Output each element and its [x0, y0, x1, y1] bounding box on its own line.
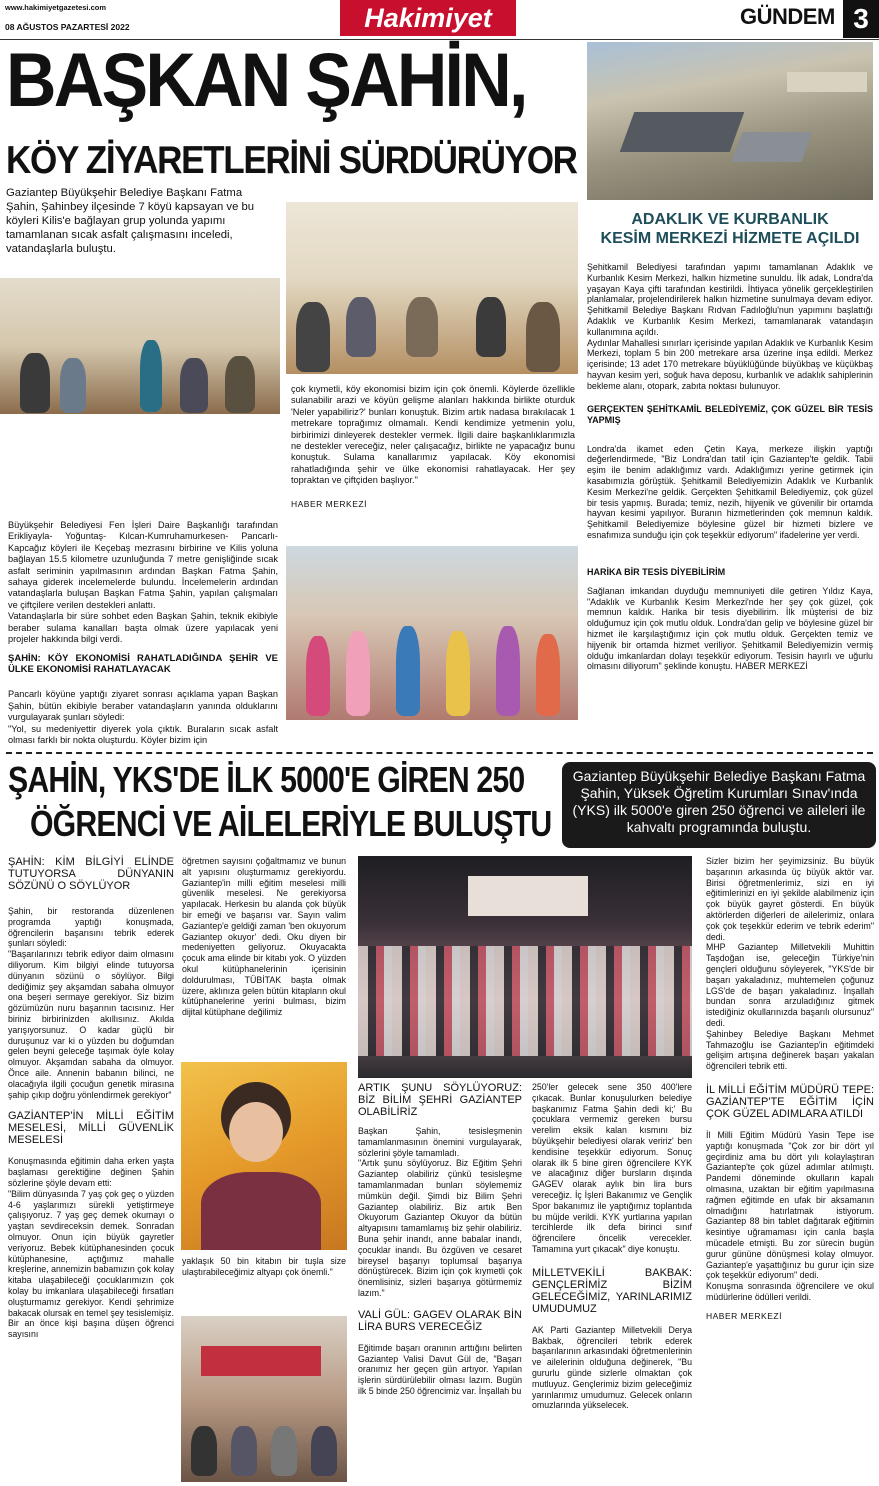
article2-heading [587, 210, 873, 248]
village-meeting-photo [0, 278, 280, 414]
article1-subhead: ŞAHİN: KÖY EKONOMİSİ RAHATLADIĞINDA ŞEHİR VE ÜLKE EKONOMİSİ RAHATLAYACAK [8, 653, 278, 676]
article2-paragraph: Aydınlar Mahallesi sınırları içerisinde yapılan Adaklık ve Kurbanlık Kesim Merkezi, toplam 5 bin 200 metrekare arsa üzerine inşa edildi. Merkez içerisinde; 13 adet 170 metrekare büyüklüğünde büyükbaş ve küçükbaş hayvan kesim yeri, soğuk hava deposu, kurbanlık ve adaklık sahiplerinin bekleme alanı, otopark, zabıta noktası bulunuyor. [587, 337, 873, 391]
article3-subhead: VALİ GÜL: GAGEV OLARAK BİN LİRA BURS VERECEĞİZ [358, 1308, 522, 1333]
article1-paragraph: çok kıymetli, köy ekonomisi bizim için çok önemli. Köylerde özellikle sulanabilir arazi ve köyün gelişme alanları hakkında birlikte oturduk 'Neler yapabiliriz?' bunları konuştuk. Bizim artık nadasa bırakılacak 1 metrekare toprağımız olmamalı. Kendi kendimize yetmenin yolu, birbirimizi dinleyerek destekler vermek. İlgili daire başkanlıklarımızla ne destekler vereceğiz, neler çalışacağız, birlikte ne yapacağız bunu konuştuk. Sulama kanallarımız yapılacak. Köy ekonomisi rahatladığında şehir ve ülke ekonomisi rahatlayacak. Her şey topraktan ve çiftçiden başlıyor." [291, 384, 575, 486]
article3-col3 [358, 1082, 522, 1397]
article3-paragraph: MHP Gaziantep Milletvekili Muhittin Taşdoğan ise, geleceğin Türkiye'nin gençleri olduğunu söyleyerek, "YKS'de bir başarı yakaladınız, muhtemelen çoğunuz LGS'de de başarı yakaladınız. İnşallah bundan sonra arzuladığınız gitmek istediğiniz okullarınızda başarılı olursunuz" dedi. [706, 942, 874, 1028]
article3-paragraph: "Artık şunu söylüyoruz. Biz Eğitim Şehri Gaziantep olabiliriz çünkü tesisleşme tamamlanmadan bunları söylememiz mümkün değil. Şimdi biz Bilim Şehri Gaziantep olabiliriz. Biz artık Ben Okuyorum Gaziantep Okuyor da bütün altyapısını tamamlamış biz şehir olabiliriz. Buna şehir inandı, anne babalar inandı, çocuklar inandı. Bu özgüven ve cesaret bireysel başarıyı toplumsal başarıya dönüştürecek. Bizim için çok kıymetli çok önemlisiniz, sizleri başarıya götürmemiz lazım." [358, 1158, 522, 1298]
article2-paragraph: Sağlanan imkandan duyduğu memnuniyeti dile getiren Yıldız Kaya, "Adaklık ve Kurbanlık Kesim Merkezi'nde her şey çok güzel, çok memnun kaldık. Harika bir tesis diyebilirim. İlk müşterisi de biz olduğumuz için çok mutlu olduk. Londra'dan gelip ve böylesine güzel bir hizmet ile karşılaştığımız için çok mutlu olduk. Gerçekten temiz ve hijyenik bir ortamda hizmet veriliyor. Şehitkamil Belediyemizin vermiş olduğu imkanlardan dolayı teşekkür ediyorum. Tesisin hayırlı ve uğurlu olmasını diliyorum" şeklinde konuştu. HABER MERKEZİ [587, 585, 873, 672]
article3-col5 [706, 856, 874, 1321]
article3-paragraph: Sizler bizim her şeyimizsiniz. Bu büyük başarının arkasında üç büyük aktör var. Birisi öğretmenlerimiz, sizi en iyi eğitimlerinizi en iyi şekilde alabilmeniz için çok büyük gayret gösterdi. En büyük aktörlerden diğerleri de ailelerimiz, onlara çok çok teşekkür ederim ve tebrik ederim" dedi. [706, 856, 874, 942]
article1-lead: Gaziantep Büyükşehir Belediye Başkanı Fatma Şahin, Şahinbey ilçesinde 7 köyü kapsayan ve bu köyleri Kilis'e bağlayan grup yolunda yapımı tamamlanan sıcak asfalt çalışmasını inceledi, vatandaşlarla buluştu. [6, 187, 255, 255]
masthead [0, 0, 879, 40]
yks-students-group-photo [358, 856, 692, 1078]
article3-headline-1: ŞAHİN, YKS'DE İLK 5000'E GİREN 250 [8, 759, 525, 800]
article3-paragraph: öğretmen sayısını çoğaltmamız ve bunun alt yapısını oluşturmamız gerekiyordu. Gaziantep'in milli eğitim meselesi milli güvenlik meselesi. Ne gerekiyorsa yapılacak. Herkesin bu alanda çok büyük bir emeği ve başarısı var. Sayın valim Gaziantep'e geldiği zaman 'ben okuyorum Gaziantep okuyor' dedi. Oku diyen bir medeniyetten geliyoruz. Okuyacakta çocuk ama elinde bir kitabı yok. O yüzden okul kütüphanelerinin içerisinin doldurulması, TÜBİTAK başta olmak üzere, aklınıza gelen bütün kitapların okul kütüphanelerine yerini bulması, bizim dijital kütüphane değilimiz [182, 856, 346, 1018]
article2-subhead: GERÇEKTEN ŞEHİTKAMİL BELEDİYEMİZ, ÇOK GÜZEL BİR TESİS YAPMIŞ [587, 403, 873, 425]
article3-paragraph: AK Parti Gaziantep Milletvekili Derya Bakbak, öğrencileri tebrik ederek başarılarının arkasındaki öğretmenlerinin ve ailelerinin olduğuna değinerek, "Bu gururlu günde sizlerle olmaktan çok mutluyuz. Gençlerimiz bizim geleceğimiz yarınlarımız umudumuz. Gelecek onların omuzlarında yükselecek. [532, 1324, 692, 1411]
article3-subhead: İL MİLLİ EĞİTİM MÜDÜRÜ TEPE: GAZİANTEP'TE EĞİTİM İÇİN ÇOK GÜZEL ADIMLARA ATILDI [706, 1083, 874, 1120]
article1-paragraph: Pancarlı köyüne yaptığı ziyaret sonrası açıklama yapan Başkan Şahin, bütün ekibiyle beraber vatandaşların yanında olduklarını vurgulayarak şunları söyledi: [8, 689, 278, 723]
section-divider [6, 752, 873, 754]
article3-paragraph: 250'ler gelecek sene 350 400'lere çıkacak. Bunlar konuşulurken belediye başkanımız Fatma Şahin dedi ki;' Bu çocuklara vermemiz gereken bursu verelim eksik kalan kısmını biz büyükşehir belediyesi olarak veririz' ben kendisine teşekkür ediyorum. Sonuç olarak ilk 5 bine giren öğrencilere KYK ve alacağınız diğer bursların dışında GAGEV olarak aylık bin lira burs vereceğiz. İç İşleri Bakanımız ve Gençlik Spor bakanımız ile yaptığımız toplantıda bu müjde verildi. KYK yurtlarına yapılan tercihlerde ilk defa birinci sınıf öğrencilere öncelik verecekler. Tamamına yurt çıkacak" diye konuştu. [532, 1082, 692, 1254]
article3-col2-bottom [182, 1256, 346, 1278]
article3-col1-top [8, 856, 174, 1340]
article3-paragraph: Konuşmasında eğitimin daha erken yaşta başlaması gerektiğine değinen Şahin sözlerine şöyle devam etti: [8, 1156, 174, 1188]
article2-headline-1: ADAKLIK VE KURBANLIK [631, 211, 829, 228]
article3-subhead: MİLLETVEKİLİ BAKBAK: GENÇLERİMİZ BİZİM GELECEĞİMİZ, YARINLARIMIZ UMUDUMUZ [532, 1266, 692, 1315]
article2-paragraph: Şehitkamil Belediyesi tarafından yapımı tamamlanan Adaklık ve Kurbanlık Kesim Merkezi, halkın hizmetine sunuldu. İlk adak, Londra'da yaşayan Kaya çifti tarafından kestirildi. İhtiyaca yönelik gerçekleştirilen planlamalar, projelendirilerek halkın hizmetine sunulmaya devam ediyor. Şehitkamil Belediye Başkanı Rıdvan Fadıloğlu'nun yapımını başlattığı Adaklık ve Kurbanlık Kesim Merkezi, tamamlanarak vatandaşın kullanımına açıldı. [587, 262, 873, 337]
article1-paragraph: "Yol, su medeniyettir diyerek yola çıktık. Buraların sıcak asfalt olması farklı bir nokta oluşturdu. Köyler bizim için [8, 723, 278, 746]
article3-paragraph: Şahinbey Belediye Başkanı Mehmet Tahmazoğlu ise Gaziantep'in eğitimdeki gelişim artışına değinerek başarı yakalan öğrencileri tebrik etti. [706, 1028, 874, 1072]
article2-subhead: HARİKA BİR TESİS DİYEBİLİRİM [587, 566, 726, 577]
section-title: GÜNDEM [740, 4, 835, 29]
students-hall-photo [181, 1316, 347, 1482]
article3-subhead: GAZİANTEP'İN MİLLİ EĞİTİM MESELESİ, MİLLİ GÜVENLİK MESELESİ [8, 1110, 174, 1147]
article3-subhead: ARTIK ŞUNU SÖYLÜYORUZ: BİZ BİLİM ŞEHRİ GAZİANTEP OLABİLİRİZ [358, 1082, 522, 1118]
article3-paragraph: "Başarılarınızı tebrik ediyor daim olmasını diliyorum. Kim bilgiyi elinde tutuyorsa dünyanın sözünü o söylüyor. Bilgi dediğimiz şey akşamdan sabaha olmuyor ona beşeri sermaye gerekiyor. Siz bizim gözümüzün nuru başarının tacısınız. Her biriniz birbirinizden akıllısınız. Akılda yarışıyorsunuz. O kadar güçlü bir duruşunuz var ki o yüzden bu doğumdan gelen beyni geleceğe taşımak öyle kolay olmuyor. Akşamdan sabaha da olmuyor. Önce aile. Annenin babanın bilinci, ne olacağıyla ilgili çocuğun genetik mirasına şahip çıkıp doğru yönlendirmek gerekiyor" [8, 949, 174, 1100]
article2-paragraph: Londra'da ikamet eden Çetin Kaya, merkeze ilişkin yaptığı değerlendirmede, "Biz Londra'dan tatil için Gaziantep'te geldik. Tabii eşim ile benim adaklığımız vardı. Adaklığımızı yerine getirmek için kasabımızla görüştük. Şehitkamil Belediyemizin Adaklık ve Kurbanlık Kesim Merkezi'ne geldik. Gerçekten Şehitkamil Belediyemiz, çok güzel bir tesis yapmış. Burada; temiz, nezih, hijyenik ve güvenilir bir ortamda hayvan kesimi yapılıyor. Buranın hizmetlerinden çok memnun kaldık. Şehitkamil Belediyemize böylesine güzel bir hizmeti bizlere ve esnafımıza sunduğu için çok teşekkür ediyorum" ifadelerine yer verdi. [587, 443, 873, 540]
article1-headline-sub: KÖY ZİYARETLERİNİ SÜRDÜRÜYOR [6, 139, 577, 182]
slaughterhouse-aerial-photo [587, 42, 873, 200]
article3-paragraph: Eğitimde başarı oranının arttığını belirten Gaziantep Valisi Davut Gül de, "Başarı oranımız her geçen gün artıyor. Yapılan işlerin sürdürülebilir olması lazım. Bugün ilk 5 binde 250 öğrencimiz var. İnşallah bu [358, 1342, 522, 1396]
article3-subhead: ŞAHİN: KİM BİLGİYİ ELİNDE TUTUYORSA DÜNYANIN SÖZÜNÜ O SÖYLÜYOR [8, 856, 174, 892]
article3-paragraph: "Bilim dünyasında 7 yaş çok geç o yüzden 4-6 yaşlarımızı sürekli yetiştirmeye çalışıyoruz. 7 yaş geç demek okumayı o yaştan sevdireceksin demek. Sonradan olmuyor. Onun için büyük gayretler veriyoruz. Bebek kütüphanesinden çocuk kütüphanesine, açtığımız mahalle kreşlerine, annemizin babamızın çok kolay kitaba ulaşabileceği çocuklarımızın çok kolay bu imkanlara ulaşabileceği fırsatları oluşturmamız gerekiyor. Kendi şehrimize bakacak olursak en temel şey tesislemişiz. Bir an önce kişi başına düşen öğrenci sayısını [8, 1188, 174, 1340]
article3-spot-box [562, 762, 876, 848]
village-men-seated-photo [286, 202, 578, 374]
fatma-sahin-portrait-photo [181, 1062, 347, 1250]
article3-paragraph: Başkan Şahin, tesisleşmenin tamamlanmasının önemini vurgulayarak, sözlerini şöyle tamamladı. [358, 1126, 522, 1158]
article3-paragraph: İl Milli Eğitim Müdürü Yasin Tepe ise yaptığı konuşmada "Çok zor bir dört yıl geçirdiniz ama bu dört yılı kolaylaştıran Gaziantep'te çok güzel adımlar atılmıştı. Pandemi döneminde okulların kapalı olmasına, uzaktan bir eğitim yapılmasına rağmen eğitimde en ufak bir aksamanın olmadığını hatırlatmak istiyorum. Gaziantep 88 bin tablet dağıtarak eğitimin kesintiye uğramaması için canla başla mücadele etmişti. Bu zor sürecin bugün gurur gününe dönüşmesi kolay olmuyor. Gaziantep'e yaşattığınız bu gurur için size çok teşekkür ediyorum" dedi. [706, 1129, 874, 1281]
issue-date: 08 AĞUSTOS PAZARTESİ 2022 [5, 22, 130, 32]
article1-col1 [8, 520, 278, 747]
article2-body [587, 262, 873, 672]
article2-headline-2: KESİM MERKEZİ HİZMETE AÇILDI [600, 230, 860, 247]
article3-col4 [532, 1082, 692, 1411]
article3-paragraph: Konuşma sonrasında öğrencilere ve okul müdürlerine ödülleri verildi. [706, 1281, 874, 1302]
newspaper-logo: Hakimiyet [340, 0, 516, 36]
article3-byline: HABER MERKEZİ [706, 1310, 782, 1321]
article1-byline: HABER MERKEZİ [291, 498, 367, 509]
article1-col2 [291, 384, 575, 510]
page-number: 3 [843, 0, 879, 38]
article3-paragraph: yaklaşık 50 bin kitabın bir tuşla size ulaştırabileceğimiz altyapı çok önemli." [182, 1256, 346, 1277]
article3-spot-text: Gaziantep Büyükşehir Belediye Başkanı Fatma Şahin, Yüksek Öğretim Kurumları Sınav'ında (YKS) ilk 5000'e giren 250 öğrenci ve aileleri ile kahvaltı programında buluştu. [572, 768, 866, 835]
village-children-group-photo [286, 546, 578, 720]
website-url[interactable]: www.hakimiyetgazetesi.com [5, 3, 107, 12]
article1-paragraph: Vatandaşlarla bir süre sohbet eden Başkan Şahin, teknik ekibiyle beraber sulama kanalları başta olmak üzere yapılacak yeni projeler hakkında bilgi verdi. [8, 611, 278, 645]
article3-paragraph: Şahin, bir restoranda düzenlenen programda yaptığı konuşmada, öğrencilerin başarısını tebrik ederek şunları söyledi: [8, 906, 174, 949]
article3-col2 [182, 856, 346, 1018]
article1-headline-main: BAŞKAN ŞAHİN, [6, 38, 526, 123]
article3-headline-2: ÖĞRENCİ VE AİLELERİYLE BULUŞTU [30, 803, 552, 844]
article1-paragraph: Büyükşehir Belediyesi Fen İşleri Daire Başkanlığı tarafından Erikliyayla- Yoğuntaş- Kılcan-Kumruhamurkesen- Pancarlı-Kapcağız köyleri ile Keçebaş mezrasını birbirine ve Kilis yoluna bağlayan 15.5 kilometre uzunluğunda 7 metre genişliğinde sıcak asfalt seriminin yapılmasının ardından Başkan Fatma Şahin, sahaya giderek incelemelerde bulundu. İncelemelerin ardından vatandaşlarla buluşan Başkan Fatma Şahin, yapılan çalışmaları ve çiftçilere verilen destekleri anlattı. [8, 520, 278, 610]
